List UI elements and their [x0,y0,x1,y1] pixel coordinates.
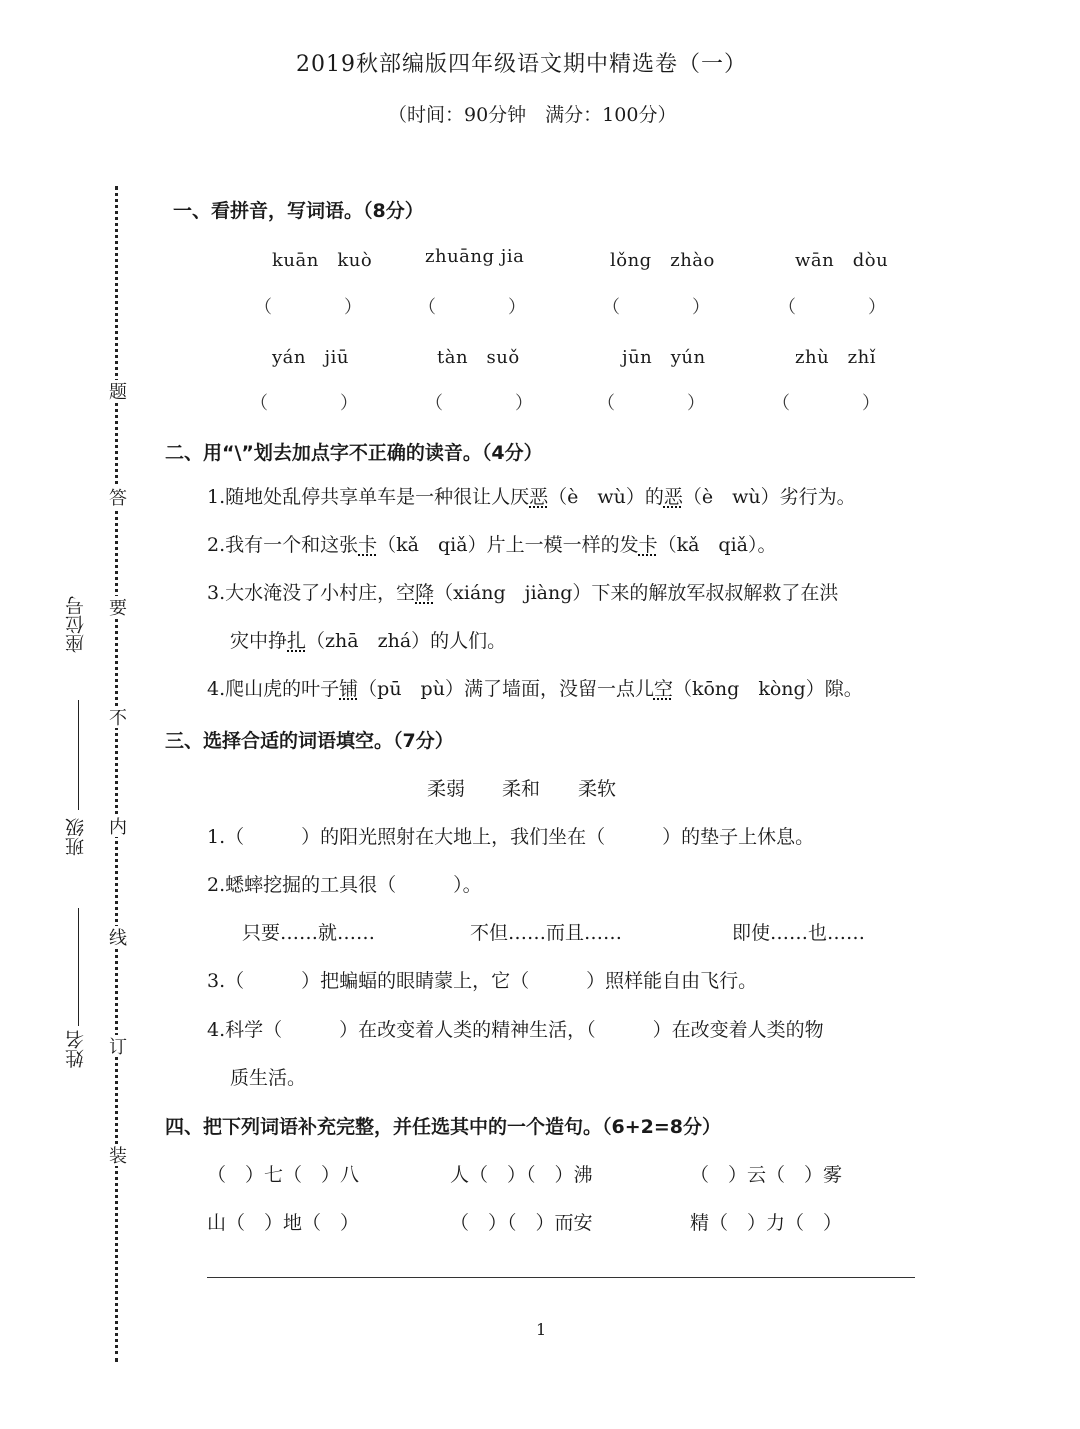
idiom-item: 人（ ）（ ）沸 [450,1164,593,1186]
page-title: 2019秋部编版四年级语文期中精选卷（一） [296,52,747,77]
q2-sentence-2 [207,530,777,557]
idiom-item: 精（ ）力（ ） [690,1212,843,1234]
seat-number-label: 座位号 [65,596,87,653]
bottom-rule [207,1277,915,1278]
text: 灾中挣 [230,630,288,652]
answer-bracket[interactable]: （ ） [602,297,710,318]
text: （kǎ qiǎ）片上一模一样的发 [377,534,639,556]
q2-sentence-1 [207,482,856,509]
q3-sentence-3: 3.（ ）把蝙蝠的眼睛蒙上，它（ ）照样能自由飞行。 [207,970,758,992]
pinyin-item: kuān kuò [272,250,373,271]
answer-bracket[interactable]: （ ） [418,297,526,318]
binding-char: 不 [106,708,127,726]
text: （zhā zhá）的人们。 [306,630,507,652]
idiom-item: （ ）（ ）而安 [450,1212,593,1234]
answer-bracket[interactable]: （ ） [250,393,358,414]
answer-bracket[interactable]: （ ） [597,393,705,414]
q3-heading: 三、选择合适的词语填空。（7分） [165,730,454,752]
word-option: 柔软 [578,778,617,800]
word-option: 只要……就…… [242,922,376,944]
dotted-char: 恶 [663,486,683,508]
q3-sentence-4: 4.科学（ ）在改变着人类的精神生活，（ ）在改变着人类的物 [207,1019,824,1041]
pinyin-item: yán jiū [272,347,349,368]
dotted-char: 卡 [358,534,378,556]
dotted-char: 恶 [529,486,549,508]
q2-heading: 二、用“\”划去加点字不正确的读音。（4分） [165,442,543,464]
q2-sentence-3 [207,578,838,605]
binding-char: 内 [106,817,127,835]
binding-char: 线 [106,928,127,946]
class-label: 班级 [65,818,87,856]
binding-char: 要 [106,598,127,616]
q1-heading: 一、看拼音，写词语。（8分） [173,200,424,222]
answer-bracket[interactable]: （ ） [772,393,880,414]
dotted-char: 降 [415,582,435,604]
word-option: 柔弱 [427,778,466,800]
dotted-char: 空 [653,678,673,700]
pinyin-item: lǒng zhào [610,250,715,271]
text: （pū pù）满了墙面，没留一点儿 [358,678,654,700]
seat-number-line [78,700,79,810]
q3-sentence-4-cont: 质生活。 [230,1067,307,1089]
idiom-item: （ ）七（ ）八 [207,1164,360,1186]
text: （è wù）劣行为。 [682,486,856,508]
page-subtitle: （时间：90分钟 满分：100分） [388,104,677,126]
text: 3.大水淹没了小村庄，空 [207,582,416,604]
q3-sentence-2: 2.蟋蟀挖掘的工具很（ ）。 [207,874,482,896]
class-line [78,908,79,1026]
q4-heading: 四、把下列词语补充完整，并任选其中的一个造句。（6+2=8分） [165,1116,722,1138]
q2-sentence-4 [207,674,863,701]
word-option: 即使……也…… [732,922,866,944]
answer-bracket[interactable]: （ ） [425,393,533,414]
text: （kǎ qiǎ）。 [657,534,777,556]
idiom-item: 山（ ）地（ ） [207,1212,360,1234]
q2-sentence-3-cont [230,626,506,653]
q3-sentence-1: 1.（ ）的阳光照射在大地上，我们坐在（ ）的垫子上休息。 [207,826,815,848]
binding-dotted-line [115,186,118,1362]
answer-bracket[interactable]: （ ） [778,297,886,318]
text: 1.随地处乱停共享单车是一种很让人厌 [207,486,530,508]
page-number: 1 [536,1320,547,1339]
pinyin-item: wān dòu [795,250,889,271]
pinyin-item: zhuāng jia [425,246,525,267]
pinyin-item: jūn yún [622,347,706,368]
text: （è wù）的 [548,486,664,508]
pinyin-item: tàn suǒ [437,347,520,368]
binding-char: 答 [106,488,127,506]
binding-char: 题 [106,382,127,400]
name-label: 姓名 [65,1030,87,1068]
word-option: 柔和 [502,778,541,800]
answer-bracket[interactable]: （ ） [254,297,362,318]
text: （xiáng jiàng）下来的解放军叔叔解救了在洪 [434,582,839,604]
dotted-char: 扎 [287,630,307,652]
text: 2.我有一个和这张 [207,534,359,556]
binding-char: 装 [106,1146,127,1164]
binding-char: 订 [106,1037,127,1055]
word-option: 不但……而且…… [470,922,623,944]
text: 4.爬山虎的叶子 [207,678,340,700]
idiom-item: （ ）云（ ）雾 [690,1164,843,1186]
text: （kōng kòng）隙。 [672,678,863,700]
dotted-char: 铺 [339,678,359,700]
dotted-char: 卡 [638,534,658,556]
pinyin-item: zhù zhǐ [795,347,877,368]
